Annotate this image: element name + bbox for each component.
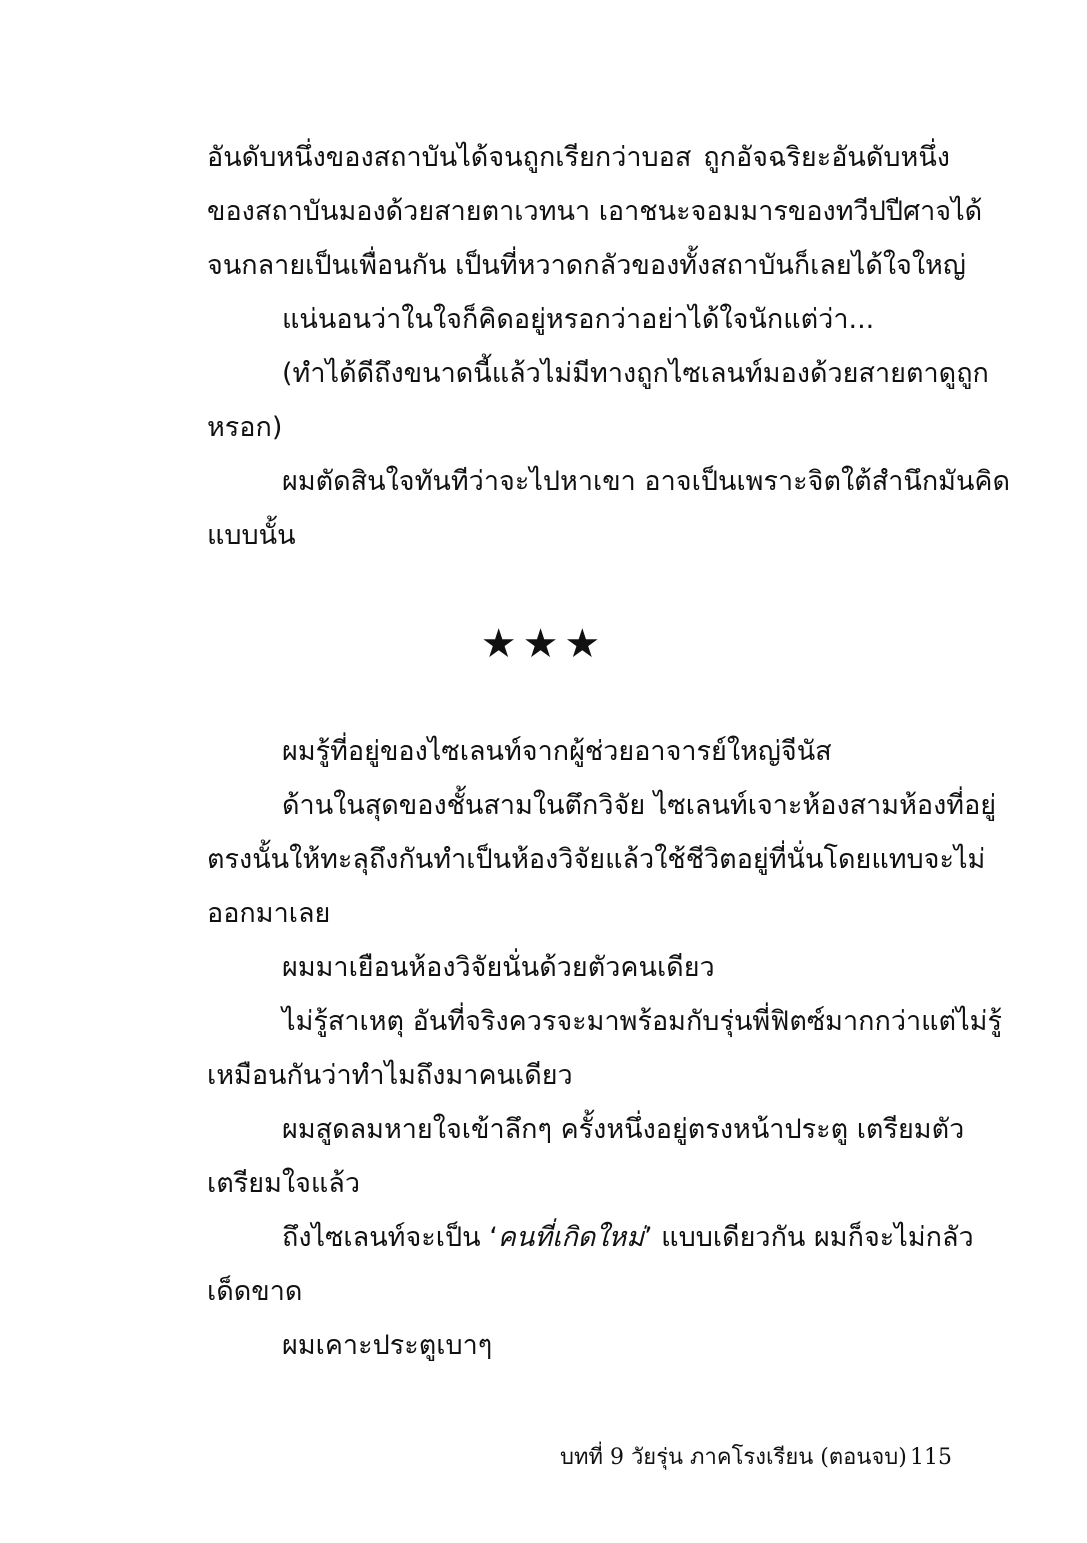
text-line: ผมตัดสินใจทันทีว่าจะไปหาเขา อาจเป็นเพราะจิตใต้สำนึกมันคิด xyxy=(282,466,1011,497)
text-line: ของสถาบันมองด้วยสายตาเวทนา เอาชนะจอมมารของทวีปปีศาจได้ xyxy=(207,196,983,227)
text-line: หรอก) xyxy=(207,412,283,443)
text-line: ตรงนั้นให้ทะลุถึงกันทำเป็นห้องวิจัยแล้วใช้ชีวิตอยู่ที่นั่นโดยแทบจะไม่ xyxy=(207,844,986,875)
section-separator: ★★★ xyxy=(480,621,607,667)
text-line: ไม่รู้สาเหตุ อันที่จริงควรจะมาพร้อมกับรุ่นพี่ฟิตซ์มากกว่าแต่ไม่รู้ xyxy=(282,1006,1002,1037)
text-segment: ถึงไซเลนท์จะเป็น ‘ xyxy=(282,1222,498,1253)
text-line: เด็ดขาด xyxy=(207,1276,303,1307)
text-line: เตรียมใจแล้ว xyxy=(207,1168,360,1199)
page-footer xyxy=(560,1442,952,1474)
italic-phrase: คนที่เกิดใหม่ xyxy=(497,1222,644,1253)
text-line: ผมรู้ที่อยู่ของไซเลนท์จากผู้ช่วยอาจารย์ใหญ่จีนัส xyxy=(282,736,832,767)
running-title: บทที่ 9 วัยรุ่น ภาคโรงเรียน (ตอนจบ) xyxy=(560,1445,907,1470)
text-line: อันดับหนึ่งของสถาบันได้จนถูกเรียกว่าบอส ถูกอัจฉริยะอันดับหนึ่ง xyxy=(207,142,950,173)
text-line: ผมเคาะประตูเบาๆ xyxy=(282,1330,493,1361)
text-segment: ’ แบบเดียวกัน ผมก็จะไม่กลัว xyxy=(644,1222,974,1253)
text-line: แบบนั้น xyxy=(207,520,296,551)
text-line: แน่นอนว่าในใจก็คิดอยู่หรอกว่าอย่าได้ใจนักแต่ว่า... xyxy=(282,304,875,335)
text-line xyxy=(0,1218,974,1258)
text-line: ผมมาเยือนห้องวิจัยนั่นด้วยตัวคนเดียว xyxy=(282,952,715,983)
text-line: ผมสูดลมหายใจเข้าลึกๆ ครั้งหนึ่งอยู่ตรงหน้าประตู เตรียมตัว xyxy=(282,1114,965,1145)
text-line: เหมือนกันว่าทำไมถึงมาคนเดียว xyxy=(207,1060,573,1091)
page-number: 115 xyxy=(910,1445,952,1470)
text-line: ด้านในสุดของชั้นสามในตึกวิจัย ไซเลนท์เจาะห้องสามห้องที่อยู่ xyxy=(282,790,997,821)
text-line: ออกมาเลย xyxy=(207,898,331,929)
text-line: จนกลายเป็นเพื่อนกัน เป็นที่หวาดกลัวของทั้งสถาบันก็เลยได้ใจใหญ่ xyxy=(207,250,966,281)
text-line: (ทำได้ดีถึงขนาดนี้แล้วไม่มีทางถูกไซเลนท์มองด้วยสายตาดูถูก xyxy=(282,358,989,389)
